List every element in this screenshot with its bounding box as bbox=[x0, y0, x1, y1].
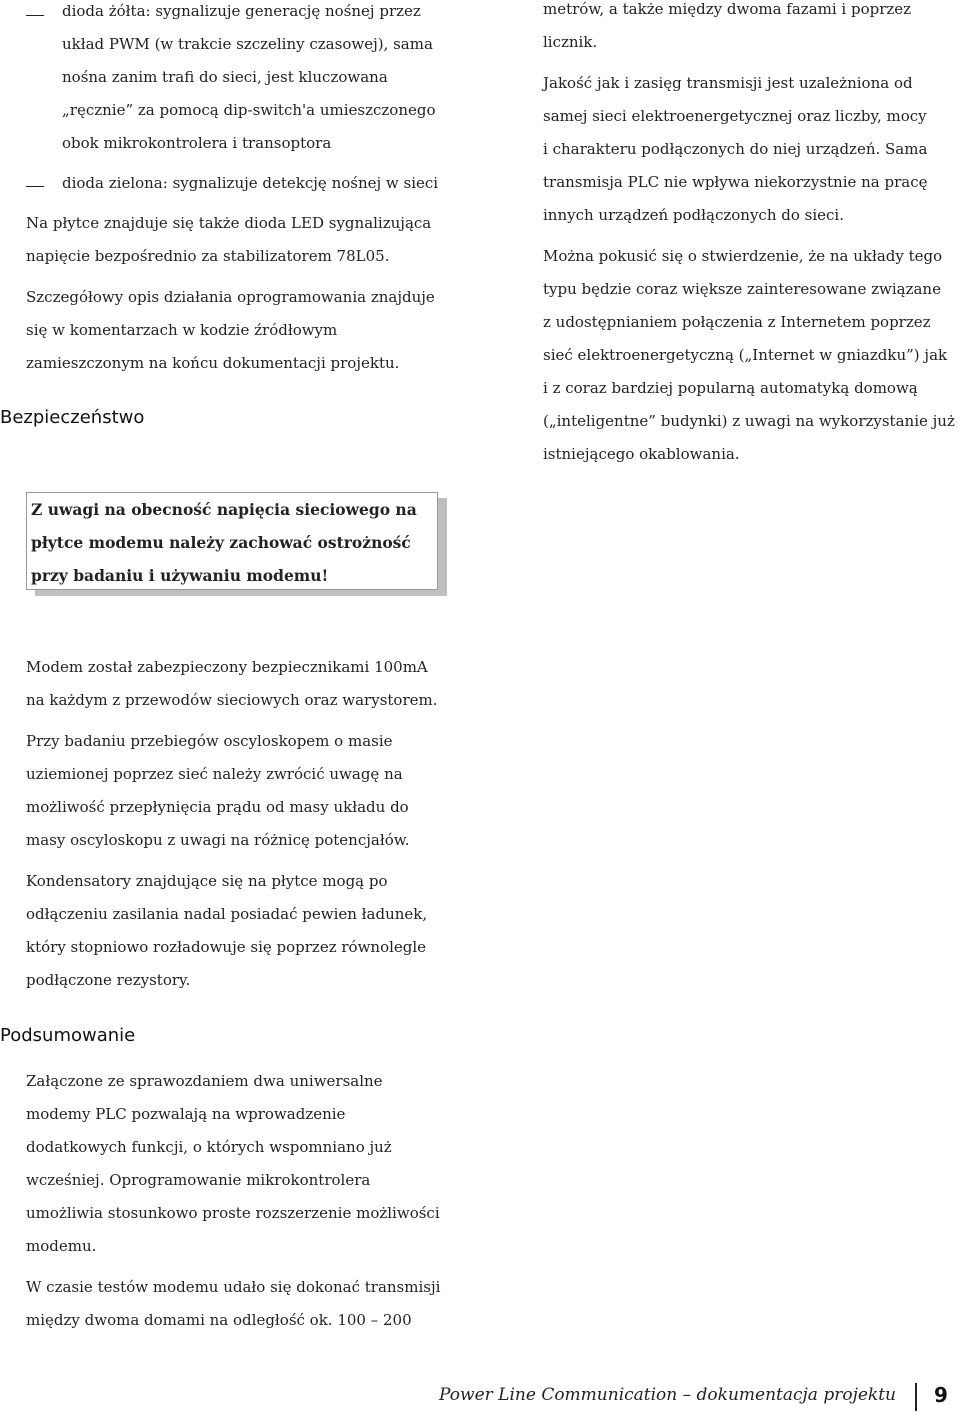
text-line: z udostępnianiem połączenia z Internetem poprzez bbox=[543, 313, 931, 331]
text-line: zamieszczonym na końcu dokumentacji projektu. bbox=[26, 354, 400, 372]
text-line: Modem został zabezpieczony bezpiecznikami 100mA bbox=[26, 658, 428, 676]
paragraph-tests bbox=[26, 1271, 466, 1337]
heading-podsumowanie: Podsumowanie bbox=[0, 1025, 136, 1046]
text-line: umożliwia stosunkowo proste rozszerzenie możliwości bbox=[26, 1204, 440, 1222]
text-line: metrów, a także między dwoma fazami i poprzez bbox=[543, 0, 912, 18]
text-line: typu będzie coraz większe zainteresowane związane bbox=[543, 280, 941, 298]
text-line: i charakteru podłączonych do niej urządzeń. Sama bbox=[543, 140, 928, 158]
bullet-yellow-led bbox=[62, 0, 462, 160]
heading-bezpieczenstwo: Bezpieczeństwo bbox=[0, 407, 145, 428]
text-line: obok mikrokontrolera i transoptora bbox=[62, 134, 332, 152]
text-line: modemu. bbox=[26, 1237, 97, 1255]
text-line: na każdym z przewodów sieciowych oraz warystorem. bbox=[26, 691, 438, 709]
bullet-dash bbox=[26, 186, 44, 187]
text-line: sieć elektroenergetyczną („Internet w gniazdku”) jak bbox=[543, 346, 948, 364]
paragraph-fuses bbox=[26, 651, 466, 717]
paragraph-led bbox=[26, 207, 466, 273]
text-line: („inteligentne” budynki) z uwagi na wykorzystanie już bbox=[543, 412, 955, 430]
paragraph-oscilloscope bbox=[26, 725, 466, 857]
text-line: Na płytce znajduje się także dioda LED sygnalizująca bbox=[26, 214, 432, 232]
bullet-green-led bbox=[62, 167, 462, 200]
paragraph-continuation bbox=[543, 0, 958, 59]
text-line: dioda żółta: sygnalizuje generację nośnej przez bbox=[62, 2, 421, 20]
text-line: nośna zanim trafi do sieci, jest kluczowana bbox=[62, 68, 388, 86]
paragraph-quality bbox=[543, 67, 958, 232]
bullet-dash bbox=[26, 15, 44, 16]
text-line: się w komentarzach w kodzie źródłowym bbox=[26, 321, 338, 339]
text-line: modemy PLC pozwalają na wprowadzenie bbox=[26, 1105, 346, 1123]
text-line: odłączeniu zasilania nadal posiadać pewien ładunek, bbox=[26, 905, 428, 923]
text-line: układ PWM (w trakcie szczeliny czasowej), sama bbox=[62, 35, 433, 53]
warning-line: płytce modemu należy zachować ostrożność bbox=[31, 533, 411, 552]
text-line: licznik. bbox=[543, 33, 598, 51]
text-line: Jakość jak i zasięg transmisji jest uzależniona od bbox=[543, 74, 913, 92]
paragraph-software-description bbox=[26, 281, 466, 380]
text-line: Kondensatory znajdujące się na płytce mogą po bbox=[26, 872, 388, 890]
text-line: dioda zielona: sygnalizuje detekcję nośnej w sieci bbox=[62, 174, 439, 192]
text-line: W czasie testów modemu udało się dokonać transmisji bbox=[26, 1278, 441, 1296]
paragraph-internet bbox=[543, 240, 960, 471]
paragraph-summary bbox=[26, 1065, 466, 1263]
text-line: wcześniej. Oprogramowanie mikrokontrolera bbox=[26, 1171, 371, 1189]
page-number: 9 bbox=[934, 1383, 948, 1407]
text-line: istniejącego okablowania. bbox=[543, 445, 740, 463]
text-line: napięcie bezpośrednio za stabilizatorem 78L05. bbox=[26, 247, 390, 265]
footer-title: Power Line Communication – dokumentacja projektu bbox=[439, 1385, 896, 1405]
text-line: Załączone ze sprawozdaniem dwa uniwersalne bbox=[26, 1072, 383, 1090]
text-line: innych urządzeń podłączonych do sieci. bbox=[543, 206, 844, 224]
text-line: i z coraz bardziej popularną automatyką domową bbox=[543, 379, 918, 397]
text-line: dodatkowych funkcji, o których wspomniano już bbox=[26, 1138, 392, 1156]
text-line: Przy badaniu przebiegów oscyloskopem o masie bbox=[26, 732, 393, 750]
text-line: transmisja PLC nie wpływa niekorzystnie na pracę bbox=[543, 173, 928, 191]
text-line: Szczegółowy opis działania oprogramowania znajduje bbox=[26, 288, 435, 306]
text-line: podłączone rezystory. bbox=[26, 971, 191, 989]
footer-separator bbox=[915, 1383, 917, 1411]
text-line: samej sieci elektroenergetycznej oraz liczby, mocy bbox=[543, 107, 927, 125]
text-line: możliwość przepłynięcia prądu od masy układu do bbox=[26, 798, 409, 816]
paragraph-capacitors bbox=[26, 865, 466, 997]
warning-line: przy badaniu i używaniu modemu! bbox=[31, 566, 329, 585]
text-line: który stopniowo rozładowuje się poprzez równolegle bbox=[26, 938, 427, 956]
text-line: między dwoma domami na odległość ok. 100 – 200 bbox=[26, 1311, 412, 1329]
text-line: Można pokusić się o stwierdzenie, że na układy tego bbox=[543, 247, 943, 265]
warning-line: Z uwagi na obecność napięcia sieciowego na bbox=[31, 500, 417, 519]
warning-box bbox=[26, 492, 438, 590]
text-line: uziemionej poprzez sieć należy zwrócić uwagę na bbox=[26, 765, 403, 783]
text-line: masy oscyloskopu z uwagi na różnicę potencjałów. bbox=[26, 831, 410, 849]
text-line: „ręcznie” za pomocą dip-switch'a umieszczonego bbox=[62, 101, 436, 119]
